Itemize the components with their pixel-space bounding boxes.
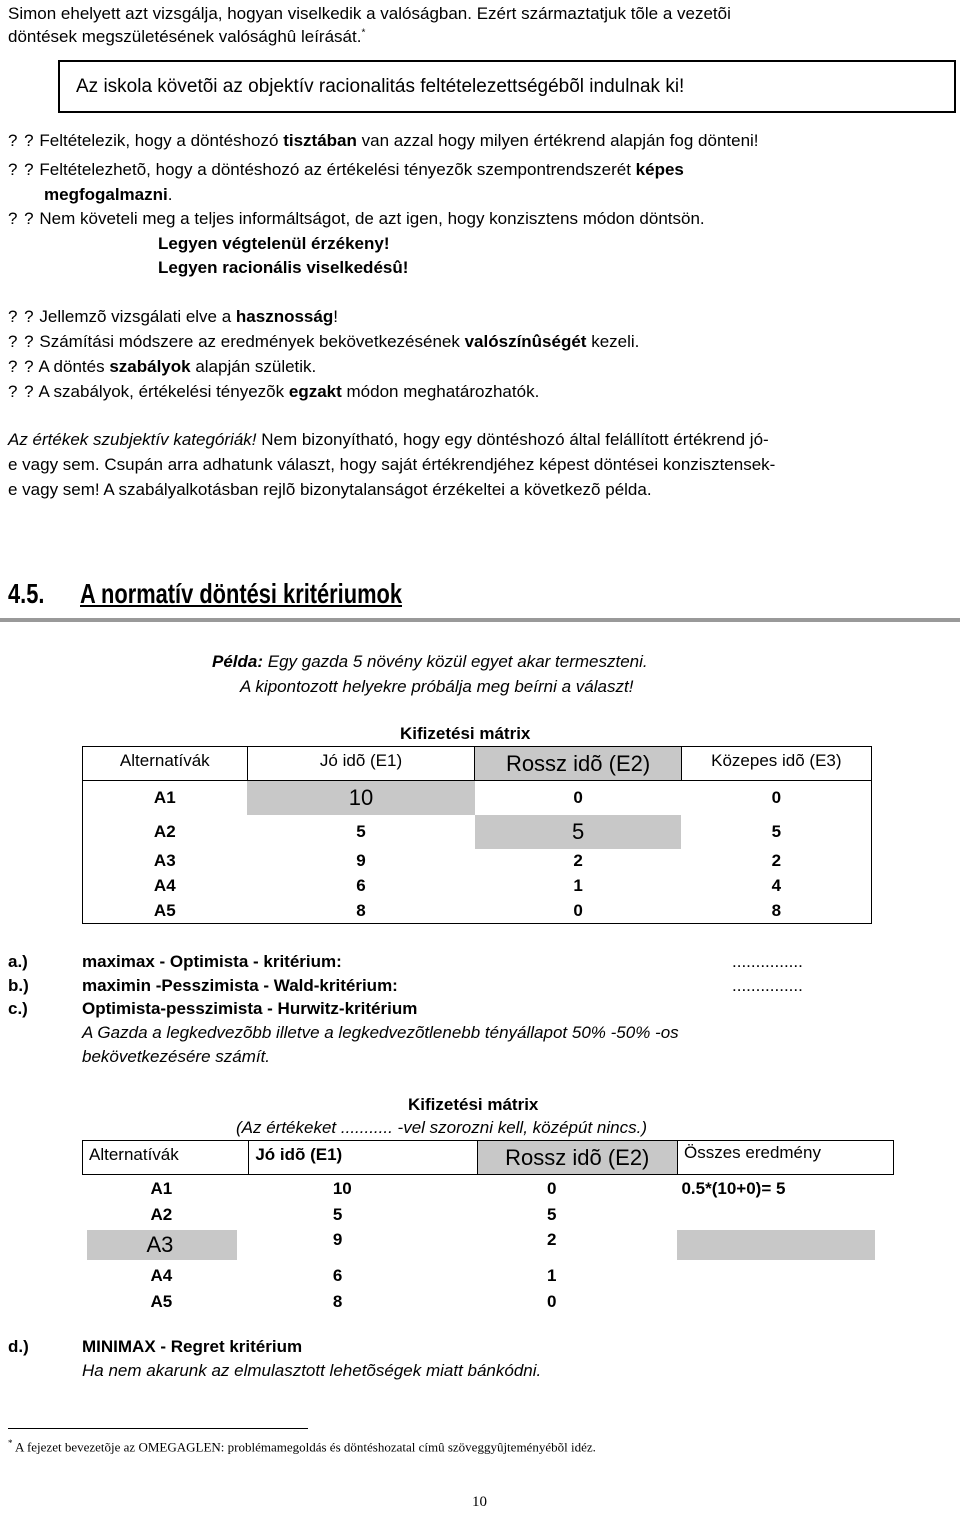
example-text: Egy gazda 5 növény közül egyet akar termeszteni. [263,652,648,671]
statement-text: Az iskola követõi az objektív racionalitás feltételezettségébõl indulnak ki! [76,76,685,97]
matrix1-cell: A2 [153,821,176,841]
paragraph-text: e vagy sem. Csupán arra adhatunk választ, hogy saját értékrendjéhez képest döntései konzisztensek- [8,455,776,474]
intro-line-2 [8,27,365,47]
bullet-text-end: van azzal hogy milyen értékrend alapján fog dönteni! [356,131,759,150]
example-line-2: A kipontozott helyekre próbálja meg beírni a választ! [240,677,634,696]
hurwitz-note-1: A Gazda a legkedvezõbb illetve a legkedvezõtlenebb tényállapot 50% -50% -os [82,1023,679,1042]
matrix2-cell: A4 [150,1265,173,1285]
intro-line-2-text: döntések megszületésének valósághû leírását. [8,27,362,46]
matrix2-cell: 6 [332,1265,343,1285]
page-number: 10 [472,1494,487,1510]
bullet-mark: ? ? [8,382,35,401]
matrix1-cell: 4 [771,876,782,895]
paragraph-text: e vagy sem! A szabályalkotásban rejlõ bizonytalanságot érzékeltei a következõ példa. [8,480,652,499]
bullet-item-1 [8,131,759,151]
criterion-b-text: maximin -Pesszimista - Wald-kritérium: [82,976,398,995]
matrix1-cell: 10 [247,781,475,815]
matrix1-cell: A4 [153,876,176,895]
bullet-text: Nem követeli meg a teljes informáltságot, de azt igen, hogy konzisztens módon döntsön. [39,209,705,228]
table-row [83,899,872,924]
table-row [83,1289,894,1315]
bullet-item-6 [8,357,316,377]
matrix2-cell [677,1230,875,1260]
matrix1-header: Közepes idõ (E3) [681,747,871,781]
matrix2-header-row [83,1141,894,1175]
bullet-bold: hasznosság [235,307,334,326]
bullet-text: Feltételezik, hogy a döntéshozó [39,131,284,150]
bullet-mark: ? ? [8,357,35,376]
matrix2-cell: 10 [332,1178,352,1198]
criterion-a-label: a.) [8,952,28,971]
criterion-c-label: c.) [8,999,28,1018]
matrix2-cell: 5 [332,1204,343,1224]
minimax-title: MINIMAX - Regret kritérium [82,1337,303,1356]
bold-line-2: Legyen racionális viselkedésû! [158,258,409,277]
bullet-mark: ? ? [8,160,35,179]
bullet-bold: szabályok [109,357,191,376]
bullet-text: Feltételezhetõ, hogy a döntéshozó az értékelési tényezõk szempontrendszerét [39,160,636,179]
matrix1-cell: 0 [573,787,583,807]
bullet-mark: ? ? [8,307,35,326]
footnote-rule [8,1428,308,1429]
matrix1-cell: 2 [771,851,782,870]
paragraph-line-2 [8,455,775,475]
criterion-b-dots: ............... [732,976,803,995]
matrix2-title: Kifizetési mátrix [408,1095,539,1114]
table-row [83,1227,894,1263]
section-number: 4.5. [8,578,45,609]
matrix2-cell: A2 [150,1204,173,1224]
matrix1-cell: 5 [356,821,366,841]
bullet-item-7 [8,382,539,402]
footnote-mark: * [8,1438,13,1448]
matrix2-cell-wrap [677,1227,893,1263]
example-line-1 [212,652,648,672]
payoff-matrix-1 [82,746,872,924]
matrix1-cell: 5 [475,815,681,849]
matrix1-header: Rossz idõ (E2) [475,747,681,781]
payoff-matrix-2 [82,1140,894,1315]
bullet-bold: megfogalmazni [44,185,168,204]
matrix2-cell: 2 [547,1229,557,1249]
bullet-mark: ? ? [8,209,35,228]
minimax-label: d.) [8,1337,29,1356]
bullet-bold: egzakt [288,382,342,401]
matrix2-cell: 8 [332,1291,343,1311]
table-row [83,781,872,815]
matrix2-cell: A3 [87,1230,237,1260]
matrix2-cell: 0.5*(10+0)= 5 [681,1178,786,1198]
matrix2-header: Rossz idõ (E2) [477,1141,677,1175]
matrix2-cell: 0 [547,1178,557,1198]
matrix2-cell: A5 [150,1291,173,1311]
matrix2-cell [677,1289,893,1315]
statement-box [58,60,956,113]
minimax-note: Ha nem akarunk az elmulasztott lehetõségek miatt bánkódni. [82,1361,542,1380]
bullet-text: A döntés [38,357,110,376]
example-label: Példa: [212,652,264,671]
bullet-text-end: ! [333,307,338,326]
matrix2-header: Jó idõ (E1) [249,1141,477,1175]
matrix2-header: Összes eredmény [677,1141,893,1175]
table-row [83,1263,894,1289]
matrix1-cell: A1 [153,787,176,807]
intro-line-1: Simon ehelyett azt vizsgálja, hogyan viselkedik a valóságban. Ezért származtatjuk tõle a vezetõi [8,4,731,23]
bullet-text-end: alapján születik. [190,357,317,376]
bullet-item-3 [8,209,705,229]
paragraph-italic: Az értékek szubjektív kategóriák! [8,430,257,449]
matrix1-cell: A5 [153,901,176,920]
bullet-text-end: kezeli. [586,332,640,351]
matrix2-cell: 0 [547,1291,557,1311]
table-row [83,815,872,849]
bullet-text: Számítási módszere az eredmények bekövetkezésének [39,332,465,351]
matrix1-header-row [83,747,872,781]
bullet-mark: ? ? [8,332,35,351]
matrix2-cell: 1 [547,1265,557,1285]
bullet-bold: képes [635,160,684,179]
criterion-a-text: maximax - Optimista - kritérium: [82,952,342,971]
matrix2-subtitle: (Az értékeket ........... -vel szorozni kell, középút nincs.) [236,1118,647,1137]
criterion-a-dots: ............... [732,952,803,971]
footnote-marker: * [361,27,366,39]
matrix1-cell: 2 [573,851,583,870]
bullet-bold: tisztában [283,131,357,150]
table-row [83,1175,894,1203]
matrix1-cell: 5 [771,821,782,841]
paragraph-text: Nem bizonyítható, hogy egy döntéshozó által felállított értékrend jó- [256,430,769,449]
table-row [83,849,872,874]
section-title: A normatív döntési kritériumok [80,578,403,609]
matrix1-cell: 8 [771,901,782,920]
matrix1-cell: 0 [771,787,782,807]
matrix1-cell: 6 [356,876,366,895]
hurwitz-note-2: bekövetkezésére számít. [82,1047,271,1066]
matrix2-cell [677,1263,893,1289]
bullet-item-2 [8,160,684,180]
footnote [8,1438,596,1455]
matrix1-cell: 1 [573,876,583,895]
matrix2-cell [677,1203,893,1227]
bullet-text: A szabályok, értékelési tényezõk [38,382,289,401]
matrix1-cell: 9 [356,851,366,870]
bullet-item-2-cont [44,185,172,205]
paragraph-line-1 [8,430,769,450]
bullet-text-end: módon meghatározhatók. [341,382,540,401]
matrix1-header: Alternatívák [83,747,248,781]
section-rule [0,618,960,622]
bullet-text: Jellemzõ vizsgálati elve a [39,307,236,326]
bullet-bold: valószínûségét [464,332,587,351]
matrix1-cell: A3 [153,851,176,870]
matrix1-title: Kifizetési mátrix [400,724,531,743]
bold-line-1: Legyen végtelenül érzékeny! [158,234,390,253]
bullet-mark: ? ? [8,131,35,150]
bullet-item-5 [8,332,639,352]
criterion-b-label: b.) [8,976,29,995]
matrix1-header: Jó idõ (E1) [247,747,475,781]
matrix1-cell: 0 [573,901,583,920]
bullet-text-end: . [167,185,173,204]
matrix2-cell: A1 [150,1178,173,1198]
matrix2-cell: 5 [547,1204,557,1224]
matrix2-cell: 9 [332,1229,343,1249]
matrix1-cell: 8 [356,901,366,920]
criterion-c-text: Optimista-pesszimista - Hurwitz-kritérium [82,999,418,1018]
table-row [83,874,872,899]
footnote-text: A fejezet bevezetõje az OMEGAGLEN: problémamegoldás és döntéshozatal címû szöveggyûjteményébõl idéz. [12,1439,596,1455]
matrix2-cell-wrap [83,1227,249,1263]
matrix2-header: Alternatívák [83,1141,249,1175]
table-row [83,1203,894,1227]
bullet-item-4 [8,307,338,327]
paragraph-line-3 [8,480,652,500]
